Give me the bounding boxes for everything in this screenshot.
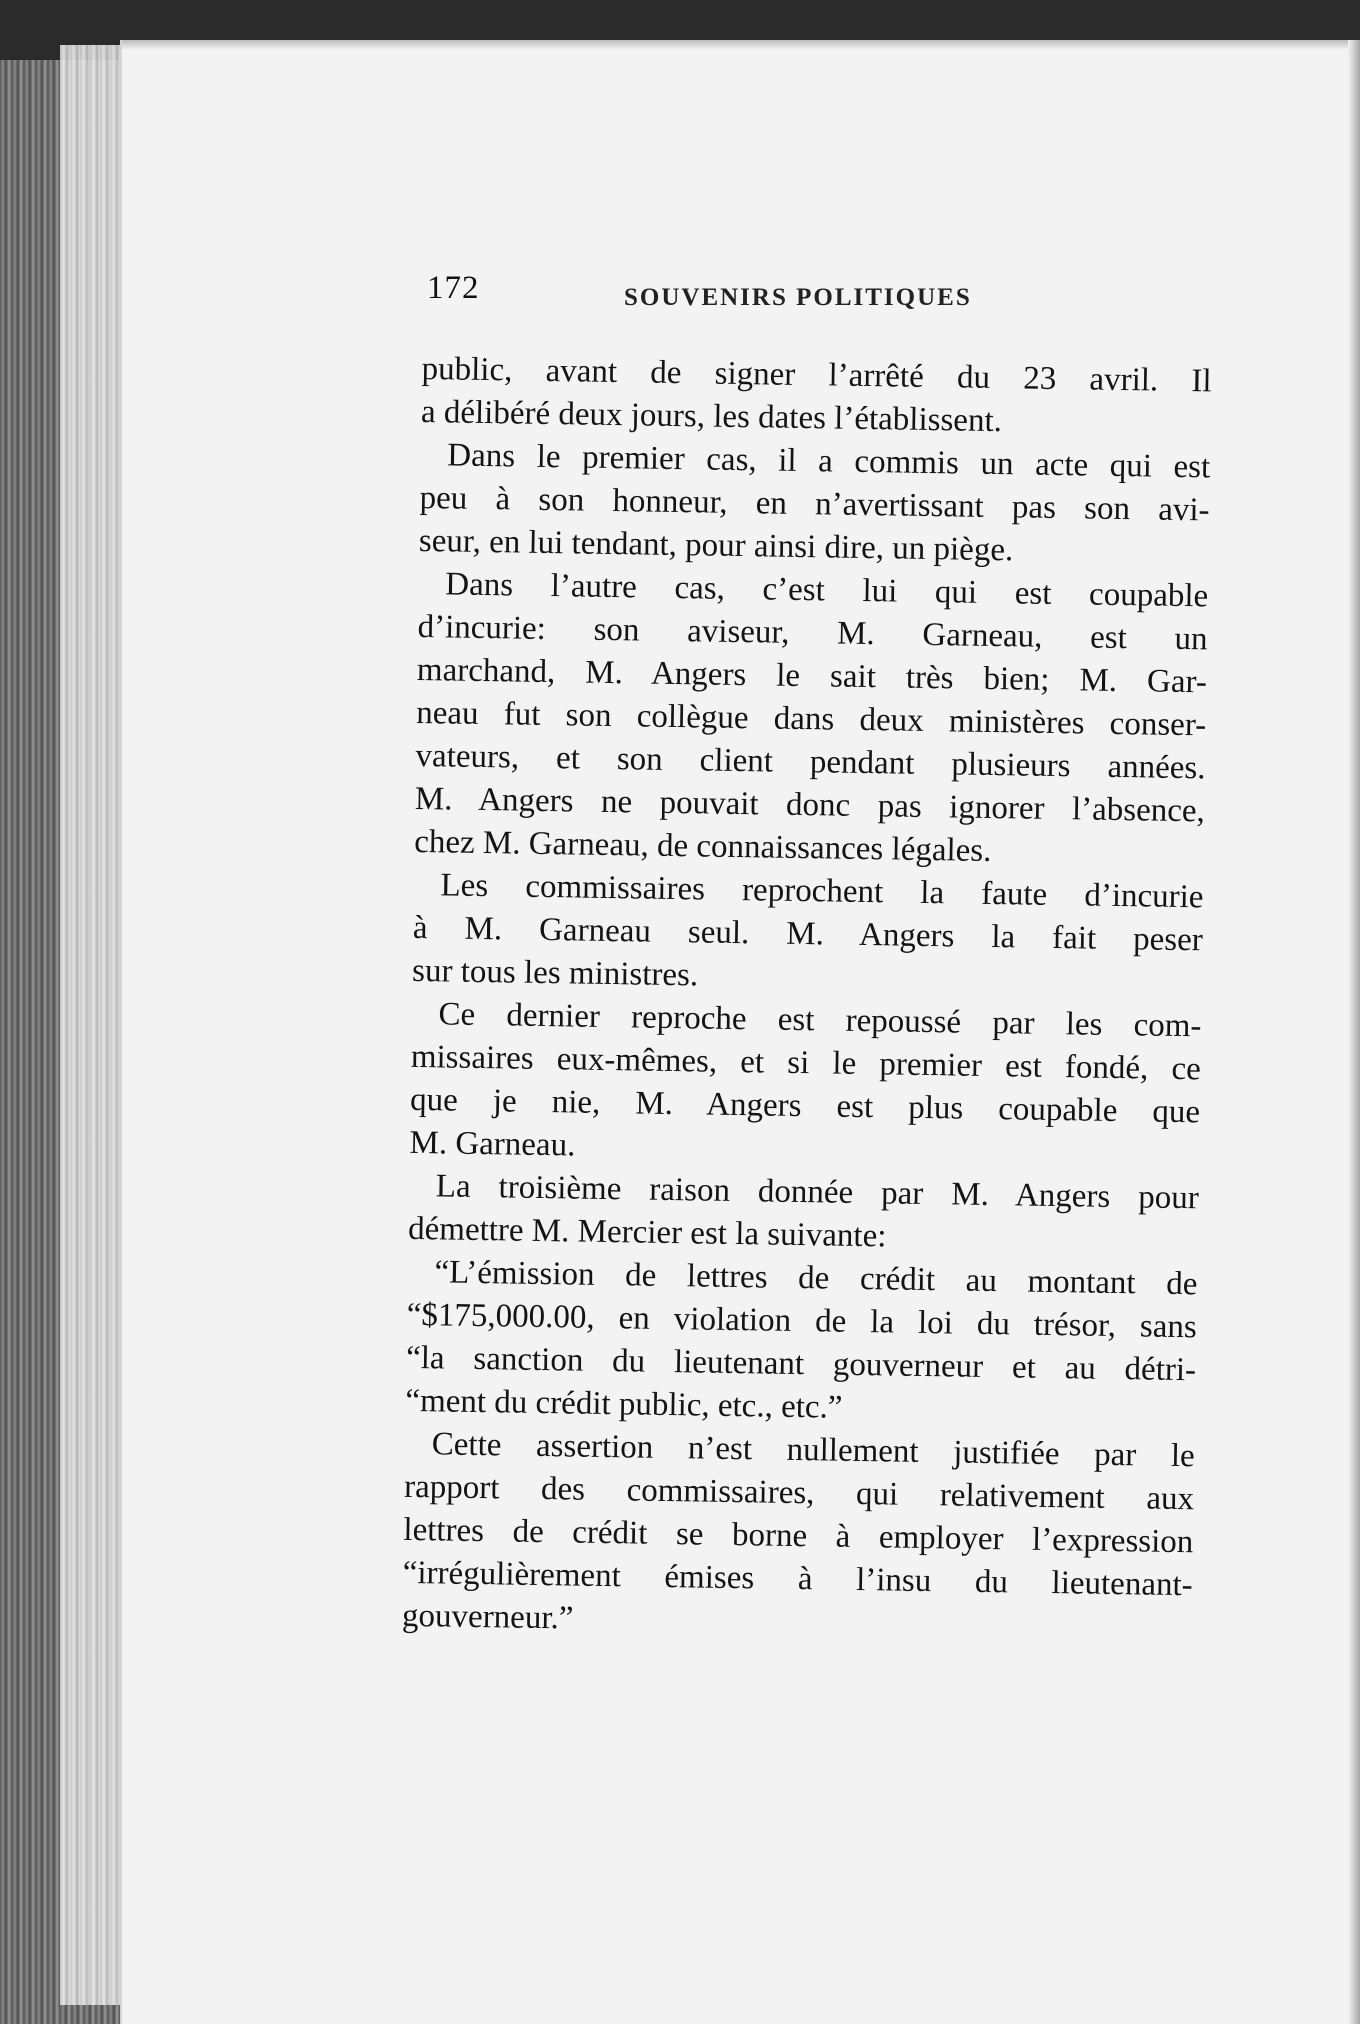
text-line: Les commissaires reprochent la faute d’incurie <box>440 867 1204 916</box>
page-top-shadow <box>122 40 1360 50</box>
text-line: “$175,000.00, en violation de la loi du trésor, sans <box>406 1296 1197 1346</box>
text-line: vateurs, et son client pendant plusieurs années. <box>415 737 1206 787</box>
text-line: marchand, M. Angers le sait très bien; M. Gar- <box>416 651 1208 701</box>
text-line: Ce dernier reproche est repoussé par les com- <box>438 996 1202 1045</box>
paragraph <box>414 563 1209 876</box>
text-line: sur tous les ministres. <box>411 952 699 994</box>
text-line: “la sanction du lieutenant gouverneur et au détri- <box>405 1339 1197 1389</box>
book-page <box>120 40 1360 2024</box>
text-line: “ment du crédit public, etc., etc.” <box>405 1382 843 1426</box>
running-head: SOUVENIRS POLITIQUES <box>624 284 972 311</box>
text-line: public, avant de signer l’arrêté du 23 avril. Il <box>421 350 1212 400</box>
text-line: peu à son honneur, en n’avertissant pas son avi- <box>419 479 1210 529</box>
text-line: à M. Garneau seul. M. Angers la fait peser <box>412 909 1204 959</box>
text-line: M. Garneau. <box>409 1124 576 1164</box>
text-line: Dans le premier cas, il a commis un acte qui est <box>447 437 1211 486</box>
page-number: 172 <box>427 270 480 306</box>
page-header <box>122 270 1360 320</box>
paragraph <box>409 993 1202 1177</box>
text-line: “L’émission de lettres de crédit au montant de <box>434 1254 1198 1303</box>
text-line: M. Angers ne pouvait donc pas ignorer l’absence, <box>414 780 1206 830</box>
text-line: rapport des commissaires, qui relativement aux <box>403 1468 1195 1518</box>
paragraph <box>405 1251 1198 1435</box>
text-line: seur, en lui tendant, pour ainsi dire, un piège. <box>418 522 1014 569</box>
paragraph <box>419 434 1211 575</box>
paragraph <box>402 1423 1195 1650</box>
text-line: La troisième raison donnée par M. Angers pour <box>435 1168 1200 1217</box>
paragraph <box>408 1165 1199 1263</box>
paragraph <box>421 348 1212 446</box>
text-line: chez M. Garneau, de connaissances légales. <box>413 823 992 870</box>
text-line: lettres de crédit se borne à employer l’expression <box>403 1511 1194 1561</box>
text-line: “irrégulièrement émises à l’insu du lieutenant- <box>402 1554 1193 1604</box>
text-line: gouverneur.” <box>401 1597 574 1637</box>
text-line: démettre M. Mercier est la suivante: <box>407 1210 887 1255</box>
text-line: Cette assertion n’est nullement justifiée par le <box>431 1426 1195 1475</box>
page-gutter-shadow <box>1348 40 1360 2024</box>
text-line: Dans l’autre cas, c’est lui qui est coupable <box>445 566 1209 615</box>
body-text <box>402 348 1212 1650</box>
text-line: que je nie, M. Angers est plus coupable que <box>409 1081 1201 1131</box>
paragraph <box>412 864 1204 1005</box>
text-line: missaires eux-mêmes, et si le premier est fondé, ce <box>410 1038 1202 1088</box>
text-line: d’incurie: son aviseur, M. Garneau, est un <box>417 608 1208 658</box>
text-line: a délibéré deux jours, les dates l’établissent. <box>420 393 1003 440</box>
text-line: neau fut son collègue dans deux ministères conser- <box>415 694 1207 744</box>
